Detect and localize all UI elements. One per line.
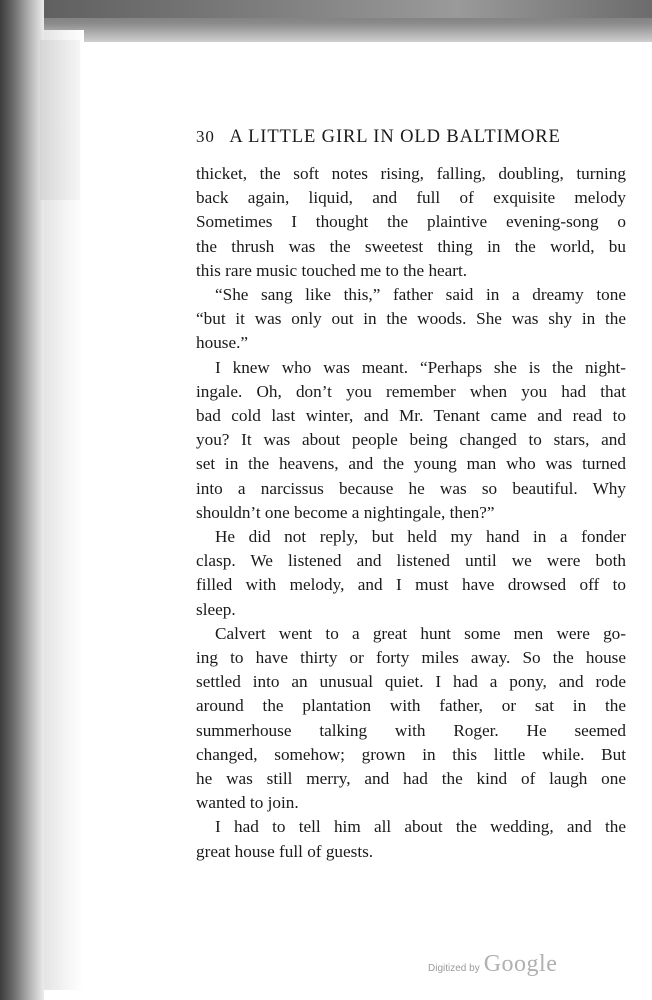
running-header <box>196 127 636 148</box>
text-line: changed, somehow; grown in this little while. But <box>196 744 626 764</box>
text-line: wanted to join. <box>196 793 299 813</box>
text-line: ing to have thirty or forty miles away. So the house <box>196 648 626 668</box>
text-line: I had to tell him all about the wedding, and the <box>215 817 626 837</box>
text-line: shouldn’t one become a nightingale, then?” <box>196 502 495 522</box>
page-curl-artifact <box>40 40 80 200</box>
text-line: He did not reply, but held my hand in a fonder <box>215 527 626 547</box>
text-line: back again, liquid, and full of exquisite melody <box>196 188 626 208</box>
google-logo: Google <box>483 951 558 977</box>
digitized-label: Digitized by <box>428 963 480 974</box>
text-line: Calvert went to a great hunt some men were go- <box>215 623 626 643</box>
text-line: sleep. <box>196 599 236 619</box>
text-line: set in the heavens, and the young man who was turned <box>196 454 626 474</box>
text-line: clasp. We listened and listened until we were both <box>196 551 626 571</box>
text-line: he was still merry, and had the kind of laugh one <box>196 769 626 789</box>
digitized-watermark <box>428 951 557 981</box>
text-line: Sometimes I thought the plaintive evening-song o <box>196 212 626 232</box>
text-line: settled into an unusual quiet. I had a pony, and rode <box>196 672 626 692</box>
text-line: into a narcissus because he was so beautiful. Why <box>196 478 626 498</box>
text-line: “She sang like this,” father said in a dreamy tone <box>215 285 626 305</box>
text-line: the thrush was the sweetest thing in the world, bu <box>196 236 626 256</box>
text-line: ingale. Oh, don’t you remember when you had that <box>196 381 626 401</box>
text-line: you? It was about people being changed to stars, and <box>196 430 626 450</box>
text-line: this rare music touched me to the heart. <box>196 260 468 280</box>
page-number: 30 <box>196 127 215 146</box>
scan-top-edge <box>0 0 652 18</box>
scan-left-shadow <box>0 0 44 1000</box>
text-line: great house full of guests. <box>196 841 374 861</box>
text-line: I knew who was meant. “Perhaps she is the night- <box>215 357 626 377</box>
text-line: bad cold last winter, and Mr. Tenant came and read to <box>196 406 626 426</box>
text-line: filled with melody, and I must have drowsed off to <box>196 575 626 595</box>
running-title: A LITTLE GIRL IN OLD BALTIMORE <box>229 127 561 147</box>
text-line: summerhouse talking with Roger. He seemed <box>196 720 626 740</box>
text-line: thicket, the soft notes rising, falling, doubling, turning <box>196 164 626 183</box>
text-line: “but it was only out in the woods. She was shy in the <box>196 309 626 329</box>
body-text <box>196 162 626 864</box>
text-line: house.” <box>196 333 249 353</box>
text-line: around the plantation with father, or sat in the <box>196 696 626 716</box>
